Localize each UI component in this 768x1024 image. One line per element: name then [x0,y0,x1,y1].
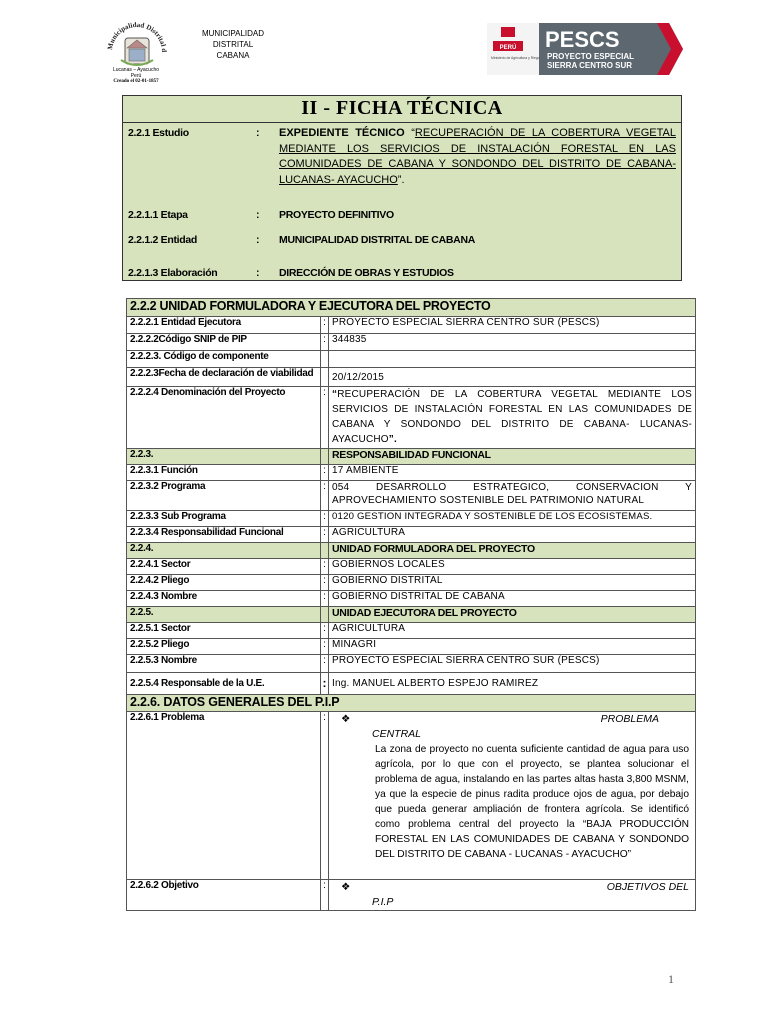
responsable-value: Ing. MANUEL ALBERTO ESPEJO RAMIREZ [329,673,696,695]
row-label: 2.2.5.3 Nombre [127,655,321,673]
row-label: 2.2.3.2 Programa [127,481,321,511]
entidad-value: MUNICIPALIDAD DISTRITAL DE CABANA [279,234,476,246]
row-value: PROYECTO ESPECIAL SIERRA CENTRO SUR (PESCS) [329,317,696,334]
row-label: 2.2.5.2 Pliego [127,639,321,655]
problema-title-2: CENTRAL [372,728,422,740]
row-value: PROYECTO ESPECIAL SIERRA CENTRO SUR (PESCS) [329,655,696,673]
estudio-title: RECUPERACIÓN DE LA COBERTURA VEGETAL MEDIANTE LOS SERVICIOS DE INSTALACIÓN FORESTAL EN LAS COMUNIDADES DE CABANA Y SONDONDO DEL DISTRITO DE CABANA- LUCANAS- AYACUCHO [279,127,676,186]
row-label: 2.2.2.3Fecha de declaración de viabilidad [127,368,321,387]
row-label: 2.2.5.1 Sector [127,623,321,639]
unidad-heading: 2.2.2 UNIDAD FORMULADORA Y EJECUTORA DEL PROYECTO [127,299,696,317]
muni-line-2: DISTRITAL [212,40,254,49]
table-row [127,481,696,511]
section-title: UNIDAD EJECUTORA DEL PROYECTO [329,607,696,623]
estudio-quote-open: “ [404,127,415,139]
denominacion-row [127,387,696,449]
objetivo-title-2: P.I.P [372,896,394,908]
municipality-title [195,28,271,61]
datos-heading-row [127,695,696,712]
page-number: 1 [668,972,674,986]
table-row [127,623,696,639]
problema-row [127,712,696,880]
denominacion-value [329,387,696,449]
row-label: 2.2.3.3 Sub Programa [127,511,321,527]
ficha-divider [122,122,682,123]
section-title: RESPONSABILIDAD FUNCIONAL [329,449,696,465]
pescs-subtitle-2: SIERRA CENTRO SUR [547,61,633,70]
problema-title-1: PROBLEMA [600,713,659,725]
table-row [127,465,696,481]
row-colon: : [321,591,329,607]
denominacion-label: 2.2.2.4 Denominación del Proyecto [127,387,321,449]
row-label: 2.2.4.2 Pliego [127,575,321,591]
ficha-title: II - FICHA TÉCNICA [301,97,503,119]
etapa-value: PROYECTO DEFINITIVO [279,209,394,221]
pescs-title: PESCS [545,27,620,52]
table-row [127,591,696,607]
diamond-bullet-icon: ❖ [341,713,351,725]
row-colon [321,351,329,368]
row-colon: : [321,559,329,575]
row-colon: : [321,575,329,591]
row-value: 054 DESARROLLO ESTRATEGICO, CONSERVACION Y APROVECHAMIENTO SOSTENIBLE DEL PATRIMONIO NATURAL [329,481,696,511]
section-row-223 [127,449,696,465]
seal-caption [96,67,176,85]
entidad-label: 2.2.1.2 Entidad [128,234,198,246]
row-colon: : [321,317,329,334]
section-colon-cell [321,449,329,465]
row-colon: : [321,712,329,880]
muni-line-1: MUNICIPALIDAD [201,29,265,38]
project-data-table [126,298,696,911]
problema-heading [329,712,695,742]
responsable-row [127,673,696,695]
responsable-label: 2.2.5.4 Responsable de la U.E. [127,673,321,695]
row-colon: : [321,639,329,655]
table-row [127,655,696,673]
row-value: 0120 GESTION INTEGRADA Y SOSTENIBLE DE LOS ECOSISTEMAS. [329,511,696,527]
row-colon: : [321,481,329,511]
section-row-224 [127,543,696,559]
section-number: 2.2.5. [127,607,321,623]
pescs-logo [487,23,683,75]
row-value: GOBIERNOS LOCALES [329,559,696,575]
estudio-quote-close: ”. [397,173,405,186]
seal-caption-line3: Creado el 02-01-1857 [113,79,159,84]
muni-line-3: CABANA [216,51,250,60]
row-colon: : [321,465,329,481]
row-label: 2.2.3.1 Función [127,465,321,481]
elaboracion-label: 2.2.1.3 Elaboración [128,267,218,279]
denominacion-quote-open: “ [332,389,338,400]
estudio-value [279,126,676,188]
table-row [127,559,696,575]
objetivo-row [127,880,696,911]
peru-label: PERÚ [499,45,517,51]
row-colon: : [321,623,329,639]
unidad-heading-row [127,299,696,317]
row-value: 17 AMBIENTE [329,465,696,481]
row-value: 20/12/2015 [329,368,696,387]
estudio-label: 2.2.1 Estudio [128,127,189,139]
row-value: MINAGRI [329,639,696,655]
row-value: GOBIERNO DISTRITAL [329,575,696,591]
row-colon: : [321,387,329,449]
denominacion-quote-close: ”. [388,434,397,445]
section-colon-cell [321,607,329,623]
row-label: 2.2.4.1 Sector [127,559,321,575]
objetivo-label: 2.2.6.2 Objetivo [127,880,321,911]
row-value: AGRICULTURA [329,623,696,639]
entidad-colon: : [256,234,260,246]
row-value: GOBIERNO DISTRITAL DE CABANA [329,591,696,607]
elaboracion-colon: : [256,267,260,279]
row-value [329,351,696,368]
seal-caption-line2: Perú [130,73,142,79]
objetivo-heading [329,880,695,910]
objetivo-cell [329,880,696,911]
row-colon: : [321,511,329,527]
pescs-subtitle-1: PROYECTO ESPECIAL [547,52,634,61]
row-value: 344835 [329,334,696,351]
table-row [127,527,696,543]
table-row [127,351,696,368]
seal-ring-text: Municipalidad Distrital d [105,20,169,53]
seal-caption-line1: Lucanas – Ayacucho [112,67,160,73]
problema-label: 2.2.6.1 Problema [127,712,321,880]
table-row [127,639,696,655]
row-colon: : [321,673,329,695]
table-row [127,511,696,527]
problema-text: La zona de proyecto no cuenta suficiente cantidad de agua para uso agrícola, por lo que con el proyecto, se plantea solucionar el problema de agua, instalando en las partes altas hasta 3,800 MSNM, ya que la especie de pinus radita produce ojos de agua, por debajo que pueda generar ampliación de frontera agrícola. Se identificó como problema central del proyecto la “BAJA PRODUCCIÓN FORESTAL EN LAS COMUNIDADES DE CABANA Y SONDONDO DEL DISTRITO DE CABANA - LUCANAS - AYACUCHO” [375,744,689,860]
datos-heading: 2.2.6. DATOS GENERALES DEL P.I.P [127,695,696,712]
table-row [127,368,696,387]
row-colon [321,368,329,387]
row-colon: : [321,527,329,543]
estudio-colon: : [256,127,260,139]
row-label: 2.2.2.2Código SNIP de PIP [127,334,321,351]
row-colon: : [321,334,329,351]
row-colon: : [321,655,329,673]
row-value: AGRICULTURA [329,527,696,543]
table-row [127,334,696,351]
table-row [127,575,696,591]
row-label: 2.2.3.4 Responsabilidad Funcional [127,527,321,543]
section-colon-cell [321,543,329,559]
row-label: 2.2.2.3. Código de componente [127,351,321,368]
ministry-text: Ministerio de Agricultura y Riego [491,56,540,60]
etapa-label: 2.2.1.1 Etapa [128,209,188,221]
estudio-prefix: EXPEDIENTE TÉCNICO [279,127,405,139]
objetivo-title-1: OBJETIVOS DEL [606,881,689,893]
table-row [127,317,696,334]
section-number: 2.2.3. [127,449,321,465]
section-number: 2.2.4. [127,543,321,559]
section-title: UNIDAD FORMULADORA DEL PROYECTO [329,543,696,559]
elaboracion-value: DIRECCIÓN DE OBRAS Y ESTUDIOS [279,267,454,279]
section-row-225 [127,607,696,623]
etapa-colon: : [256,209,260,221]
row-label: 2.2.4.3 Nombre [127,591,321,607]
diamond-bullet-icon: ❖ [341,881,351,893]
row-label: 2.2.2.1 Entidad Ejecutora [127,317,321,334]
denominacion-text: RECUPERACIÓN DE LA COBERTURA VEGETAL MEDIANTE LOS SERVICIOS DE INSTALACIÓN FORESTAL EN LAS COMUNIDADES DE CABANA Y SONDONDO DEL DISTRITO DE CABANA- LUCANAS- AYACUCHO [332,389,692,445]
problema-cell [329,712,696,880]
row-colon: : [321,880,329,911]
